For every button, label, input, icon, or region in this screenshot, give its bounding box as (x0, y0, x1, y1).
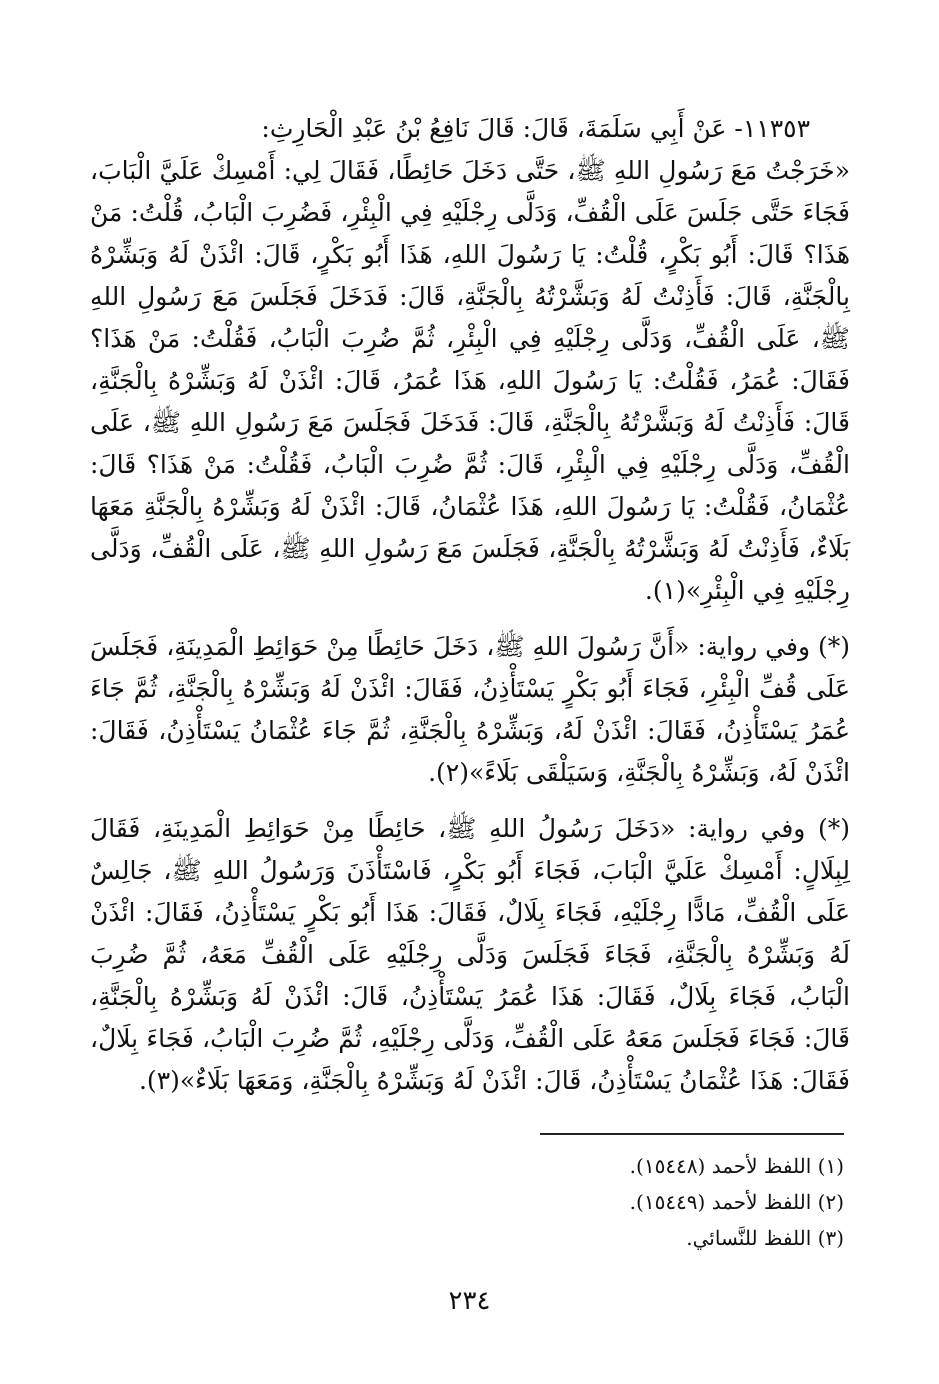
hadith-heading: ١١٣٥٣- عَنْ أَبِي سَلَمَةَ، قَالَ: قَالَ نَافِعُ بْنُ عَبْدِ الْحَارِثِ: (261, 114, 810, 143)
narration-2: (*) وفي رواية: «أَنَّ رَسُولَ اللهِ ﷺ، دَخَلَ حَائِطًا مِنْ حَوَائِطِ الْمَدِينَةِ، فَجَلَسَ عَلَى قُفِّ الْبِئْرِ، فَجَاءَ أَبُو بَكْرٍ يَسْتَأْذِنُ، فَقَالَ: ائْذَنْ لَهُ وَبَشِّرْهُ بِالْجَنَّةِ، ثُمَّ جَاءَ عُمَرُ يَسْتَأْذِنُ، فَقَالَ: ائْذَنْ لَهُ، وَبَشِّرْهُ بِالْجَنَّةِ، ثُمَّ جَاءَ عُثْمَانُ يَسْتَأْذِنُ، فَقَالَ: ائْذَنْ لَهُ، وَبَشِّرْهُ بِالْجَنَّةِ، وَسَيَلْقَى بَلَاءً»(٢). (90, 632, 850, 787)
footnotes (424, 1148, 844, 1256)
narration-3: (*) وفي رواية: «دَخَلَ رَسُولُ اللهِ ﷺ، حَائِطًا مِنْ حَوَائِطِ الْمَدِينَةِ، فَقَالَ لِبِلَالٍ: أَمْسِكْ عَلَيَّ الْبَابَ، فَجَاءَ أَبُو بَكْرٍ، فَاسْتَأْذَنَ وَرَسُولُ اللهِ ﷺ، جَالِسٌ عَلَى الْقُفِّ، مَادًّا رِجْلَيْهِ، فَجَاءَ بِلَالٌ، فَقَالَ: هَذَا أَبُو بَكْرٍ يَسْتَأْذِنُ، فَقَالَ: ائْذَنْ لَهُ وَبَشِّرْهُ بِالْجَنَّةِ، فَجَاءَ فَجَلَسَ وَدَلَّى رِجْلَيْهِ عَلَى الْقُفِّ مَعَهُ، ثُمَّ ضُرِبَ الْبَابُ، فَجَاءَ بِلَالٌ، فَقَالَ: هَذَا عُمَرُ يَسْتَأْذِنُ، قَالَ: ائْذَنْ لَهُ وَبَشِّرْهُ بِالْجَنَّةِ، قَالَ: فَجَاءَ فَجَلَسَ مَعَهُ عَلَى الْقُفِّ، وَدَلَّى رِجْلَيْهِ، ثُمَّ ضُرِبَ الْبَابُ، فَجَاءَ بِلَالٌ، فَقَالَ: هَذَا عُثْمَانُ يَسْتَأْذِنُ، قَالَ: ائْذَنْ لَهُ وَبَشِّرْهُ بِالْجَنَّةِ، وَمَعَهَا بَلَاءٌ»(٣). (90, 814, 850, 1095)
page-number: ٢٣٤ (448, 1286, 491, 1316)
footnote-divider (540, 1133, 844, 1135)
footnote-3: (٣) اللفظ للنَّسائي. (686, 1226, 844, 1250)
hadith-main-text: «خَرَجْتُ مَعَ رَسُولِ اللهِ ﷺ، حَتَّى دَخَلَ حَائِطًا، فَقَالَ لِي: أَمْسِكْ عَلَيَّ الْبَابَ، فَجَاءَ حَتَّى جَلَسَ عَلَى الْقُفِّ، وَدَلَّى رِجْلَيْهِ فِي الْبِئْرِ، فَضُرِبَ الْبَابُ، قُلْتُ: مَنْ هَذَا؟ قَالَ: أَبُو بَكْرٍ، قُلْتُ: يَا رَسُولَ اللهِ، هَذَا أَبُو بَكْرٍ، قَالَ: ائْذَنْ لَهُ وَبَشِّرْهُ بِالْجَنَّةِ، قَالَ: فَأَذِنْتُ لَهُ وَبَشَّرْتُهُ بِالْجَنَّةِ، قَالَ: فَدَخَلَ فَجَلَسَ مَعَ رَسُولِ اللهِ ﷺ، عَلَى الْقُفِّ، وَدَلَّى رِجْلَيْهِ فِي الْبِئْرِ، ثُمَّ ضُرِبَ الْبَابُ، فَقُلْتُ: مَنْ هَذَا؟ فَقَالَ: عُمَرُ، فَقُلْتُ: يَا رَسُولَ اللهِ، هَذَا عُمَرُ، قَالَ: ائْذَنْ لَهُ وَبَشِّرْهُ بِالْجَنَّةِ، قَالَ: فَأَذِنْتُ لَهُ وَبَشَّرْتُهُ بِالْجَنَّةِ، قَالَ: فَدَخَلَ فَجَلَسَ مَعَ رَسُولِ اللهِ ﷺ، عَلَى الْقُفِّ، وَدَلَّى رِجْلَيْهِ فِي الْبِئْرِ، قَالَ: ثُمَّ ضُرِبَ الْبَابُ، فَقُلْتُ: مَنْ هَذَا؟ قَالَ: عُثْمَانُ، فَقُلْتُ: يَا رَسُولَ اللهِ، هَذَا عُثْمَانُ، قَالَ: ائْذَنْ لَهُ وَبَشِّرْهُ بِالْجَنَّةِ مَعَهَا بَلَاءٌ، فَأَذِنْتُ لَهُ وَبَشَّرْتُهُ بِالْجَنَّةِ، فَجَلَسَ مَعَ رَسُولِ اللهِ ﷺ، عَلَى الْقُفِّ، وَدَلَّى رِجْلَيْهِ فِي الْبِئْرِ»(١). (90, 156, 850, 605)
page-body (90, 108, 850, 1102)
footnote-2: (٢) اللفظ لأحمد (١٥٤٤٩). (629, 1190, 844, 1214)
footnote-1: (١) اللفظ لأحمد (١٥٤٤٨). (629, 1154, 844, 1178)
